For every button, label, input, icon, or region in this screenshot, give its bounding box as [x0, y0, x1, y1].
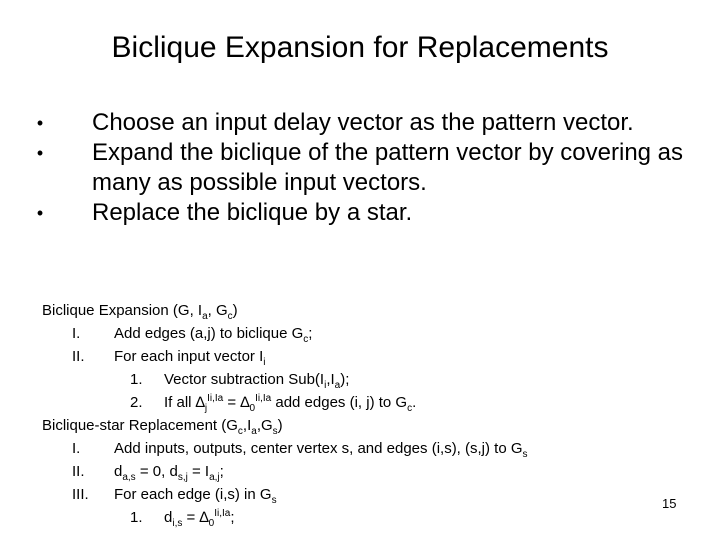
algo-text: ; — [308, 325, 313, 342]
bullet-text: Expand the biclique of the pattern vector by covering as many as possible input vectors. — [92, 139, 684, 196]
algo-text: ) — [277, 417, 283, 434]
algo-text: Biclique Expansion (G, I — [42, 302, 203, 319]
algo-subscript: i,s — [172, 518, 183, 529]
algo-step — [114, 348, 265, 366]
algo-step-number: I. — [72, 325, 81, 342]
algorithm-heading-biclique-star-replacement — [42, 417, 283, 435]
algo-subscript: a,s — [122, 472, 136, 483]
algo-text: Add inputs, outputs, center vertex s, and edges (i,s), (s,j) to G — [114, 440, 523, 457]
algo-superscript: Ii,Ia — [214, 508, 231, 519]
algo-subscript: s — [271, 495, 277, 506]
algo-subscript: a — [334, 380, 341, 391]
algo-step — [114, 486, 277, 504]
algo-text: ); — [340, 371, 350, 388]
algo-subscript: s — [272, 426, 278, 437]
algo-text: = I — [187, 463, 210, 480]
algo-subscript: a — [202, 311, 208, 322]
bullet-item — [30, 108, 700, 138]
algo-step — [114, 325, 312, 343]
algo-step-number: III. — [72, 486, 89, 503]
algo-text: For each edge (i,s) in G — [114, 486, 272, 503]
algo-subscript: 0 — [249, 403, 256, 414]
algo-subscript: i — [324, 380, 327, 391]
algo-step — [114, 463, 224, 481]
page-number: 15 — [662, 496, 677, 511]
algo-subscript: c — [237, 426, 243, 437]
algo-text: = ∆ — [182, 509, 209, 526]
algo-superscript: Ii,Ia — [255, 393, 272, 404]
algo-subscript: c — [227, 311, 233, 322]
slide-title: Biclique Expansion for Replacements — [111, 31, 609, 64]
algo-substep-number: 1. — [130, 371, 143, 388]
algo-text: . — [412, 394, 417, 411]
algo-text: If all ∆ — [164, 394, 205, 411]
algo-text: = 0, d — [135, 463, 178, 480]
algo-step-number: II. — [72, 463, 85, 480]
algo-text: ; — [219, 463, 224, 480]
algo-subscript: a — [251, 426, 257, 437]
bullet-icon: • — [36, 113, 44, 133]
algo-step-number: II. — [72, 348, 85, 365]
algo-step-number: I. — [72, 440, 81, 457]
algo-text: add edges (i, j) to G — [271, 394, 408, 411]
bullet-text: Replace the biclique by a star. — [92, 199, 413, 226]
bullet-icon: • — [36, 203, 44, 223]
algo-subscript: 0 — [208, 518, 215, 529]
algo-subscript: c — [303, 334, 309, 345]
algo-substep-number: 2. — [130, 394, 143, 411]
algo-text: , G — [207, 302, 228, 319]
algo-text: Vector subtraction Sub(I — [164, 371, 325, 388]
algo-text: d — [164, 509, 173, 526]
algo-text: Biclique-star Replacement (G — [42, 417, 238, 434]
algo-subscript: c — [407, 403, 413, 414]
bullet-list — [30, 108, 700, 228]
algo-text: = ∆ — [223, 394, 250, 411]
bullet-item — [30, 198, 700, 228]
bullet-item — [30, 138, 700, 198]
algo-subscript: j — [204, 403, 208, 414]
bullet-text: Choose an input delay vector as the pattern vector. — [92, 109, 634, 136]
algo-text: ,I — [242, 417, 252, 434]
algo-substep — [164, 371, 349, 389]
algo-text: ,I — [326, 371, 335, 388]
algo-substep — [164, 509, 234, 527]
algo-text: For each input vector I — [114, 348, 264, 365]
algo-text: ,G — [256, 417, 273, 434]
algo-text: d — [114, 463, 123, 480]
algo-subscript: i — [263, 357, 266, 368]
algo-subscript: s — [522, 449, 528, 460]
algo-text: Add edges (a,j) to biclique G — [114, 325, 304, 342]
algo-step — [114, 440, 528, 458]
algorithm-heading-biclique-expansion — [42, 302, 238, 320]
algo-subscript: a,j — [209, 472, 220, 483]
bullet-icon: • — [36, 143, 44, 163]
algo-substep — [164, 394, 416, 412]
algo-text: ) — [232, 302, 238, 319]
algo-subscript: s,j — [177, 472, 188, 483]
algo-text: ; — [230, 509, 235, 526]
algo-superscript: Ii,Ia — [207, 393, 224, 404]
algo-substep-number: 1. — [130, 509, 143, 526]
